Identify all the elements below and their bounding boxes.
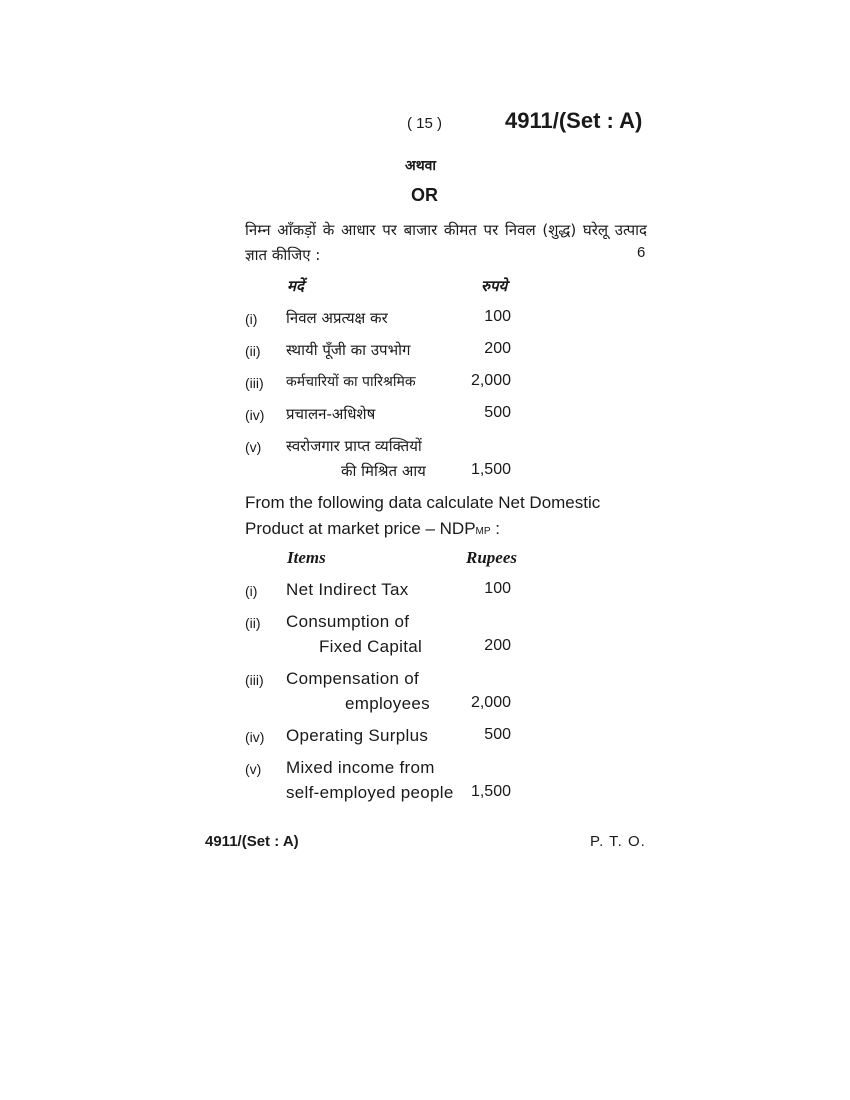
hindi-row-num: (iii) <box>245 375 264 391</box>
divider-english: OR <box>411 185 438 205</box>
hindi-row-item: स्वरोजगार प्राप्त व्यक्तियों <box>286 437 422 455</box>
english-col-rupees: Rupees <box>466 548 517 567</box>
english-row-item-continued: self-employed people <box>286 783 454 802</box>
english-row-num: (iii) <box>245 672 264 688</box>
english-row-item: Consumption of <box>286 612 410 631</box>
english-row-value: 1,500 <box>470 783 511 800</box>
hindi-row-value: 200 <box>484 340 511 357</box>
hindi-col-items: मदें <box>287 277 304 295</box>
hindi-row-value: 1,500 <box>470 461 511 478</box>
english-row-item: Mixed income from <box>286 758 435 777</box>
hindi-row-item: कर्मचारियों का पारिश्रमिक <box>286 374 416 390</box>
english-row-num: (i) <box>245 583 258 599</box>
english-row-value: 2,000 <box>470 694 511 711</box>
hindi-row-item: निवल अप्रत्यक्ष कर <box>286 309 388 327</box>
english-row-value: 500 <box>484 726 511 743</box>
english-row-item: Net Indirect Tax <box>286 580 409 599</box>
hindi-row-item: स्थायी पूँजी का उपभोग <box>286 341 411 359</box>
page-number: ( 15 ) <box>407 115 443 132</box>
english-row-item: Compensation of <box>286 669 420 688</box>
footer-paper-code: 4911/(Set : A) <box>205 833 299 850</box>
question-marks: 6 <box>637 244 646 261</box>
footer-pto: P. T. O. <box>590 833 646 850</box>
hindi-col-rupees: रुपये <box>481 277 508 295</box>
english-row-num: (iv) <box>245 729 265 745</box>
hindi-row-num: (v) <box>245 439 262 455</box>
hindi-row-value: 2,000 <box>470 372 511 389</box>
hindi-row-value: 500 <box>484 404 511 421</box>
english-row-value: 200 <box>484 637 511 654</box>
divider-hindi: अथवा <box>405 158 437 174</box>
hindi-row-num: (ii) <box>245 343 261 359</box>
english-row-value: 100 <box>484 580 511 597</box>
hindi-row-num: (i) <box>245 311 258 327</box>
ndp-subscript: MP <box>475 526 491 537</box>
english-row-num: (v) <box>245 761 262 777</box>
hindi-row-value: 100 <box>484 308 511 325</box>
paper-code: 4911/(Set : A) <box>505 108 643 133</box>
english-row-item-continued: employees <box>345 694 430 713</box>
hindi-row-item-continued: की मिश्रित आय <box>341 462 426 480</box>
english-question-text: From the following data calculate Net Domestic Product at market price – NDPMP : <box>245 493 601 538</box>
english-col-items: Items <box>287 548 326 567</box>
english-row-item: Operating Surplus <box>286 726 429 745</box>
hindi-question-text: निम्न आँकड़ों के आधार पर बाजार कीमत पर निवल (शुद्ध) घरेलू उत्पाद ज्ञात कीजिए : <box>245 221 647 264</box>
hindi-row-item: प्रचालन-अधिशेष <box>286 405 376 423</box>
english-row-num: (ii) <box>245 615 261 631</box>
hindi-row-num: (iv) <box>245 407 265 423</box>
english-row-item-continued: Fixed Capital <box>319 637 423 656</box>
